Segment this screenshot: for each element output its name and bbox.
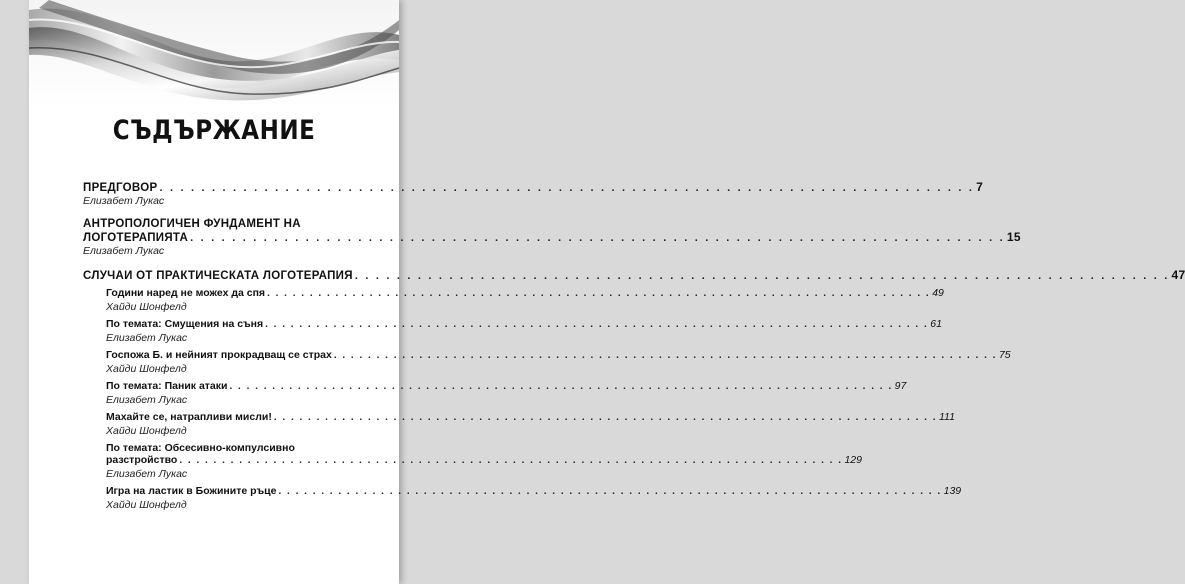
toc-subentry-page: 75 bbox=[998, 349, 1011, 361]
toc-entry-author: Елизабет Лукас bbox=[83, 245, 165, 257]
dot-leader bbox=[355, 270, 1170, 282]
dot-leader bbox=[179, 455, 842, 466]
toc-entry-title: ПРЕДГОВОР bbox=[83, 182, 158, 194]
table-of-contents bbox=[83, 180, 1185, 511]
toc-subentry-author: Елизабет Лукас bbox=[106, 332, 188, 344]
toc-subentry-page: 139 bbox=[943, 485, 962, 497]
dot-leader bbox=[334, 350, 997, 361]
dot-leader bbox=[229, 381, 892, 392]
toc-subentry-title: По темата: Смущения на съня bbox=[106, 318, 264, 330]
silver-ribbon-illustration bbox=[29, 0, 399, 108]
dot-leader bbox=[267, 288, 930, 299]
toc-subentry-author: Елизабет Лукас bbox=[106, 394, 188, 406]
book-page bbox=[29, 0, 1185, 584]
toc-entry-author: Елизабет Лукас bbox=[83, 195, 165, 207]
toc-subentry-author: Елизабет Лукас bbox=[106, 468, 188, 480]
toc-subentry bbox=[106, 349, 1011, 361]
toc-entry-title-line: АНТРОПОЛОГИЧЕН ФУНДАМЕНТ НА bbox=[83, 218, 301, 230]
dot-leader bbox=[265, 319, 928, 330]
toc-subentry bbox=[106, 318, 942, 330]
toc-subentry-page: 49 bbox=[932, 287, 944, 299]
toc-subentry bbox=[106, 485, 962, 497]
toc-entry-anthropological bbox=[83, 230, 1021, 244]
toc-subentry bbox=[106, 287, 944, 299]
dot-leader bbox=[159, 182, 974, 194]
toc-subentry-title: Години наред не можех да спя bbox=[106, 287, 266, 299]
toc-subentry-page: 129 bbox=[844, 454, 862, 466]
toc-subentry-title: Махайте се, натрапливи мисли! bbox=[106, 411, 272, 423]
dot-leader bbox=[190, 232, 1005, 244]
toc-subentry-page: 111 bbox=[938, 411, 955, 423]
toc-subentry bbox=[106, 411, 955, 423]
toc-subentry-page: 97 bbox=[894, 380, 907, 392]
toc-entry-page: 47 bbox=[1171, 268, 1185, 282]
toc-entry-page: 15 bbox=[1006, 230, 1021, 244]
toc-entry-title: СЛУЧАИ ОТ ПРАКТИЧЕСКАТА ЛОГОТЕРАПИЯ bbox=[83, 270, 353, 282]
toc-subentry-title: разстройство bbox=[106, 454, 178, 466]
toc-subentry-title-line: По темата: Обсесивно-компулсивно bbox=[106, 442, 295, 454]
dot-leader bbox=[274, 412, 937, 423]
dot-leader bbox=[278, 486, 941, 497]
toc-entry-preface bbox=[83, 180, 984, 194]
toc-subentry-author: Хайди Шонфелд bbox=[106, 499, 187, 511]
toc-subentry-author: Хайди Шонфелд bbox=[106, 363, 187, 375]
toc-subentry bbox=[106, 380, 907, 392]
toc-subentry-title: По темата: Паник атаки bbox=[106, 380, 228, 392]
toc-subentry-page: 61 bbox=[930, 318, 942, 330]
toc-subentries bbox=[83, 282, 1011, 511]
page-title: СЪДЪРЖАНИЕ bbox=[112, 116, 316, 146]
toc-subentry-title: Госпожа Б. и нейният прокрадващ се страх bbox=[106, 349, 332, 361]
toc-entry-cases bbox=[83, 268, 1185, 282]
toc-subentry-title: Игра на ластик в Божините ръце bbox=[106, 485, 277, 497]
toc-entry-page: 7 bbox=[976, 180, 984, 194]
toc-subentry-author: Хайди Шонфелд bbox=[106, 425, 187, 437]
toc-subentry-author: Хайди Шонфелд bbox=[106, 301, 187, 313]
toc-entry-title: ЛОГОТЕРАПИЯТА bbox=[83, 232, 189, 244]
toc-subentry bbox=[106, 454, 862, 466]
